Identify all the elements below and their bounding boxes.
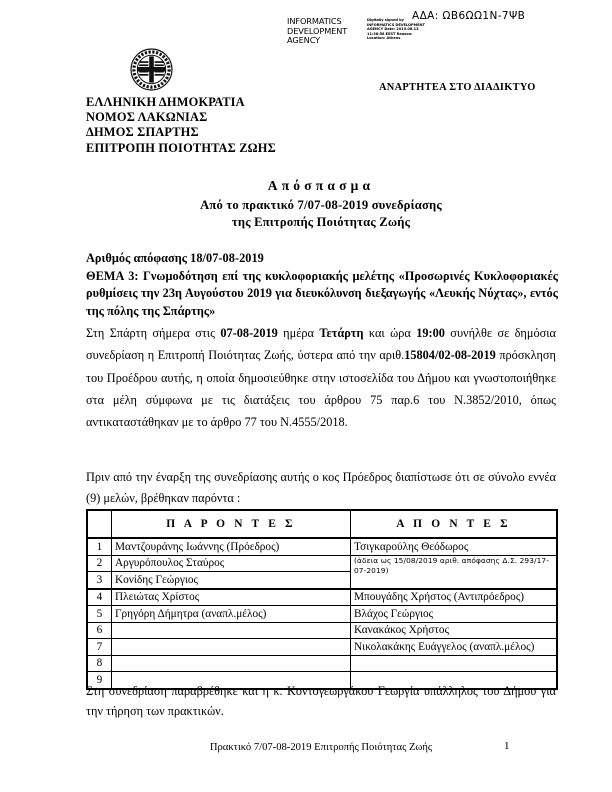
- org-line-committee: ΕΠΙΤΡΟΠΗ ΠΟΙΟΤΗΤΑΣ ΖΩΗΣ: [86, 140, 276, 155]
- table-row: [87, 655, 557, 672]
- org-line-country: ΕΛΛΗΝΙΚΗ ΔΗΜΟΚΡΑΤΙΑ: [86, 95, 245, 109]
- present-member-cell: [112, 622, 351, 639]
- page-title: Απόσπασμα: [267, 178, 375, 193]
- row-index-cell: 5: [87, 606, 112, 623]
- table-row: [87, 589, 557, 606]
- attendance-table: [86, 509, 558, 690]
- hellenic-republic-emblem-icon: [129, 47, 174, 92]
- present-member-cell: Κονίδης Γεώργιος: [112, 572, 351, 589]
- decision-number: Αριθμός απόφασης 18/07-08-2019: [86, 251, 264, 265]
- absent-member-cell: Μπουγάδης Χρήστος (Αντιπρόεδρος): [351, 589, 558, 606]
- publication-notice: ΑΝΑΡΤΗΤΕΑ ΣΤΟ ΔΙΑΔΙΚΤΥΟ: [379, 82, 536, 93]
- text-run: ημέρα: [277, 326, 320, 340]
- text-run: συνήλθε σε δημόσια συνεδρίαση η Επιτροπή Ποιότητας Ζωής, ύστερα από την αριθ.: [86, 326, 556, 363]
- absent-member-cell: Βλάχος Γεώργιος: [351, 606, 558, 623]
- table-row: [87, 606, 557, 623]
- document-title-block: [86, 178, 556, 231]
- row-index-cell: 6: [87, 622, 112, 639]
- present-member-cell: Πλειώτας Χρίστος: [112, 589, 351, 606]
- present-member-cell: Γρηγόρη Δήμητρα (αναπλ.μέλος): [112, 606, 351, 623]
- table-row: [87, 622, 557, 639]
- absent-member-cell: Κανακάκος Χρήστος: [351, 622, 558, 639]
- emphasised-run: 19:00: [416, 326, 445, 340]
- footer-text: Πρακτικό 7/07-08-2019 Επιτροπής Ποιότητας Ζωής: [209, 742, 433, 753]
- organisation-block: [86, 95, 276, 156]
- absent-member-cell: Τσιγκαρούλης Θεόδωρος: [351, 538, 558, 555]
- secretary-paragraph: Στη συνεδρίαση παραβρέθηκε και η κ. Κοντογεωργάκου Γεωργία υπάλληλος του Δήμου για την τήρηση των πρακτικών.: [86, 684, 556, 718]
- row-index-cell: 8: [87, 655, 112, 672]
- emphasised-run: 15804/02-08-2019: [404, 348, 496, 363]
- column-header-index: [87, 510, 112, 538]
- signature-details: Digitally signed by INFORMATICS DEVELOPMENT AGENCY Date: 2019.08.13 11:38:58 EEST Reason: Location: Athens: [367, 18, 425, 41]
- quorum-paragraph: Πριν από την έναρξη της συνεδρίασης αυτής ο κος Πρόεδρος διαπίστωσε ότι σε σύνολο εννέα (9) μελών, βρέθηκαν παρόντα :: [86, 470, 556, 505]
- absent-member-cell: [351, 655, 558, 672]
- emphasised-run: Τετάρτη: [319, 326, 364, 340]
- attendance-table-body: [87, 538, 557, 689]
- org-line-municipality: ΔΗΜΟΣ ΣΠΑΡΤΗΣ: [86, 125, 199, 140]
- ada-code: ΑΔΑ: ΩΒ6ΩΩ1Ν-7ΨΒ: [412, 10, 526, 22]
- session-intro-paragraph: [86, 322, 556, 433]
- title-subline-1: Από το πρακτικό 7/07-08-2019 συνεδρίασης: [200, 198, 442, 212]
- emphasised-run: 07-08-2019: [220, 326, 278, 340]
- column-header-absent: Α Π Ο Ν Τ Ε Σ: [351, 510, 558, 538]
- decision-subject: ΘΕΜΑ 3: Γνωμοδότηση επί της κυκλοφοριακής μελέτης «Προσωρινές Κυκλοφοριακές ρυθμίσεις την 23η Αυγούστου 2019 για διευκόλυνση διεξαγωγής «Λευκής Νύχτας», εντός της πόλης της Σπάρτης»: [86, 268, 558, 318]
- text-run: και ώρα: [363, 326, 417, 340]
- table-row: [87, 555, 557, 572]
- title-subline-2: της Επιτροπής Ποιότητας Ζωής: [231, 215, 411, 229]
- signature-agency-name: INFORMATICS DEVELOPMENT AGENCY: [287, 16, 348, 46]
- absent-member-cell: [351, 555, 558, 589]
- absent-member-cell: Νικολακάκης Ευάγγελος (αναπλ.μέλος): [351, 639, 558, 656]
- attendance-table-head: [87, 510, 557, 538]
- table-row: [87, 639, 557, 656]
- table-header-row: [87, 510, 557, 538]
- table-row: [87, 538, 557, 555]
- present-member-cell: Μαντζουράνης Ιωάννης (Πρόεδρος): [112, 538, 351, 555]
- row-index-cell: 1: [87, 538, 112, 555]
- row-index-cell: 4: [87, 589, 112, 606]
- org-line-prefecture: ΝΟΜΟΣ ΛΑΚΩΝΙΑΣ: [86, 110, 208, 125]
- row-index-cell: 7: [87, 639, 112, 656]
- footer-page-number: 1: [504, 740, 510, 752]
- present-member-cell: Αργυρόπουλος Σταύρος: [112, 555, 351, 572]
- present-member-cell: [112, 655, 351, 672]
- column-header-present: Π Α Ρ Ο Ν Τ Ε Σ: [112, 510, 351, 538]
- absence-note: (άδεια ως 15/08/2019 αριθ. απόφασης Δ.Σ. 293/17-07-2019): [354, 556, 549, 575]
- text-run: Στη Σπάρτη σήμερα στις: [86, 326, 221, 340]
- present-member-cell: [112, 639, 351, 656]
- decision-block: [86, 250, 558, 320]
- digital-signature-stamp: [287, 16, 425, 57]
- row-index-cell: 2: [87, 555, 112, 572]
- row-index-cell: 3: [87, 572, 112, 589]
- text-run: πρόσκληση του Προέδρου αυτής, η οποία δημοσιεύθηκε στην ιστοσελίδα του Δήμου και γνωστοποιήθηκε στα μέλη σύμφωνα με τις διατάξεις του άρθρου 75 παρ.6 του Ν.3852/2010, όπως αντικαταστάθηκαν με το άρθρο 77 του Ν.4555/2018.: [86, 348, 556, 430]
- row-index-cell: 9: [87, 672, 112, 689]
